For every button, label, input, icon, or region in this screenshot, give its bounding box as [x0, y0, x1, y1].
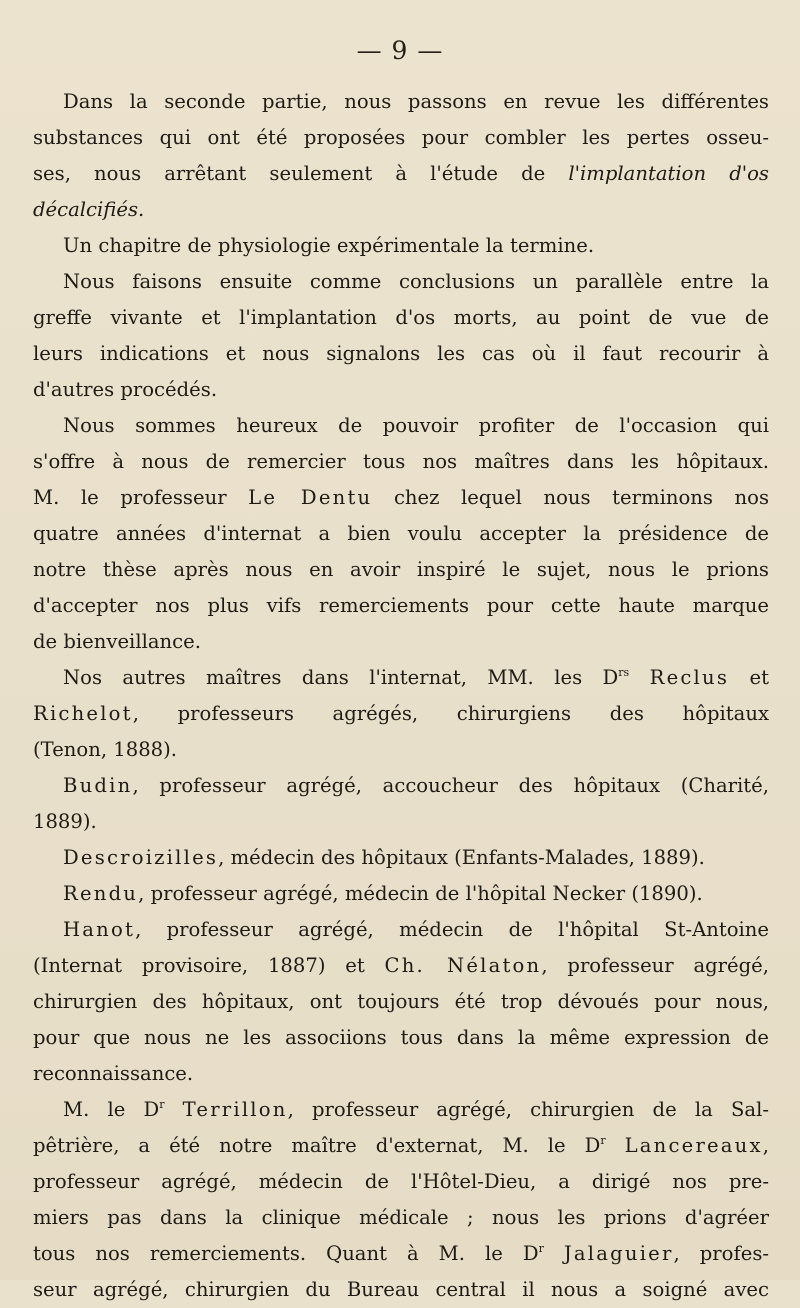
body-text	[33, 84, 769, 1308]
text-line: notre thèse après nous en avoir inspiré le sujet, nous le prions	[33, 558, 769, 581]
italic-phrase: décalcifiés.	[33, 198, 145, 221]
text-line: leurs indications et nous signalons les cas où il faut recourir à	[33, 342, 769, 365]
text-line: 1889).	[33, 810, 97, 833]
title-superscript: r	[600, 1134, 606, 1147]
person-name: Le Dentu	[248, 486, 373, 509]
paragraph	[33, 660, 769, 768]
person-name: Richelot	[33, 702, 133, 725]
text-line: tous nos remerciements. Quant à M. le $D^r$ Jalaguier, profes-	[33, 1242, 769, 1265]
italic-phrase: l'implantation d'os	[568, 162, 769, 185]
person-name: Jalaguier	[563, 1242, 674, 1265]
text-line: Nous faisons ensuite comme conclusions un parallèle entre la	[63, 270, 769, 293]
text-line: Hanot, professeur agrégé, médecin de l'hôpital St-Antoine	[63, 918, 769, 941]
paragraph	[33, 408, 769, 660]
person-name: Ch. Nélaton	[384, 954, 542, 977]
text-line: reconnaissance.	[33, 1062, 194, 1085]
text-line: pour que nous ne les associions tous dans la même expression de	[33, 1026, 769, 1049]
paragraph	[33, 876, 769, 912]
person-name: Reclus	[649, 666, 730, 689]
title-superscript: rs	[618, 666, 630, 679]
paragraph	[33, 768, 769, 840]
paragraph	[33, 264, 769, 408]
text-line: (Internat provisoire, 1887) et Ch. Nélaton, professeur agrégé,	[33, 954, 769, 977]
text-line: pêtrière, a été notre maître d'externat, M. le $D^r$ Lancereaux,	[33, 1134, 769, 1157]
text-line: substances qui ont été proposées pour combler les pertes osseu-	[33, 126, 769, 149]
text-line: d'accepter nos plus vifs remerciements pour cette haute marque	[33, 594, 769, 617]
title-superscript: r	[538, 1242, 544, 1255]
person-name: Descroizilles	[63, 846, 219, 869]
text-line: s'offre à nous de remercier tous nos maîtres dans les hôpitaux.	[33, 450, 769, 473]
text-line	[33, 192, 769, 228]
paragraph	[33, 912, 769, 1092]
paragraph	[33, 84, 769, 228]
text-line: Richelot, professeurs agrégés, chirurgiens des hôpitaux	[33, 702, 769, 725]
text-line: chirurgien des hôpitaux, ont toujours été trop dévoués pour nous,	[33, 990, 769, 1013]
paragraph	[33, 840, 769, 876]
text-line: (Tenon, 1888).	[33, 738, 178, 761]
paragraph	[33, 228, 769, 264]
text-line: Dans la seconde partie, nous passons en revue les différentes	[63, 90, 769, 113]
title-superscript: r	[159, 1098, 165, 1111]
person-name: Budin	[63, 774, 133, 797]
text-line: ses, nous arrêtant seulement à l'étude de l'implantation d'os	[33, 162, 769, 185]
person-name: Rendu	[63, 882, 139, 905]
text-line: Descroizilles, médecin des hôpitaux (Enfants-Malades, 1889).	[63, 846, 705, 869]
text-line: Rendu, professeur agrégé, médecin de l'hôpital Necker (1890).	[63, 882, 703, 905]
text-line: Nous sommes heureux de pouvoir profiter de l'occasion qui	[63, 414, 769, 437]
text-line: seur agrégé, chirurgien du Bureau central il nous a soigné avec	[33, 1278, 769, 1301]
text-line: professeur agrégé, médecin de l'Hôtel-Dieu, a dirigé nos pre-	[33, 1170, 769, 1193]
person-name: Hanot	[63, 918, 136, 941]
text-line: greffe vivante et l'implantation d'os morts, au point de vue de	[33, 306, 769, 329]
text-line: quatre années d'internat a bien voulu accepter la présidence de	[33, 522, 769, 545]
text-line: d'autres procédés.	[33, 378, 218, 401]
text-line: miers pas dans la clinique médicale ; nous les prions d'agréer	[33, 1206, 769, 1229]
text-line: Un chapitre de physiologie expérimentale la termine.	[63, 234, 595, 257]
text-line: M. le professeur Le Dentu chez lequel nous terminons nos	[33, 486, 769, 509]
text-line: de bienveillance.	[33, 630, 201, 653]
text-line: Nos autres maîtres dans l'internat, MM. les $D^{rs}$ Reclus et	[63, 666, 769, 689]
person-name: Terrillon	[182, 1098, 288, 1121]
person-name: Lancereaux	[624, 1134, 763, 1157]
page-number: — 9 —	[356, 36, 444, 65]
paragraph	[33, 1092, 769, 1308]
text-line: Budin, professeur agrégé, accoucheur des hôpitaux (Charité,	[63, 774, 769, 797]
text-line: M. le $D^r$ Terrillon, professeur agrégé, chirurgien de la Sal-	[63, 1098, 769, 1121]
